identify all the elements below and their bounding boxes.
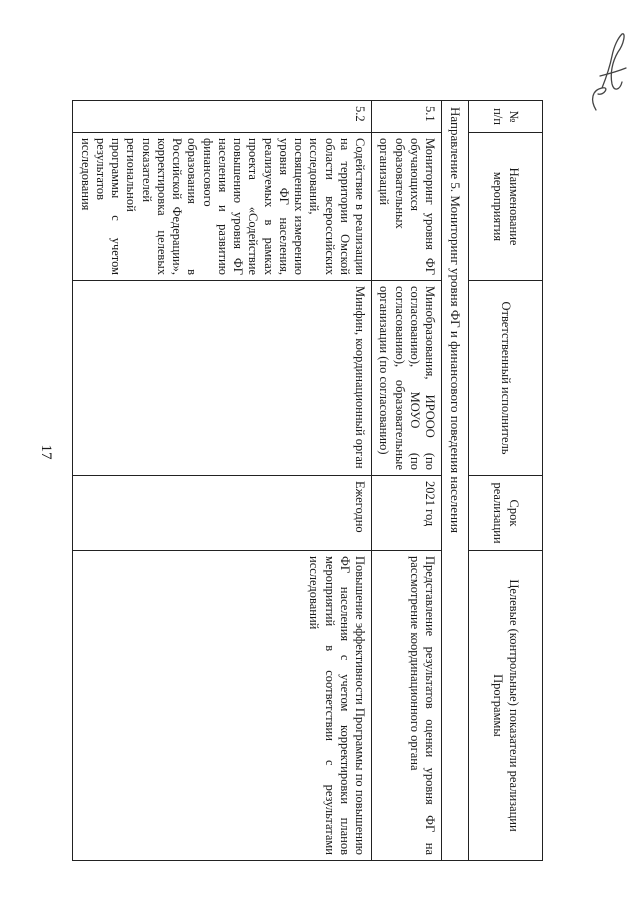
row-executor: Минфин, координационный орган (72, 281, 371, 476)
row-num: 5.2 (72, 101, 371, 133)
row-name: Мониторинг уровня ФГ обучающихся образовательных организаций (371, 133, 441, 281)
header-indicators: Целевые (контрольные) показатели реализации Программы (468, 551, 542, 861)
rotated-table-wrapper (73, 100, 543, 860)
row-term: 2021 год (371, 476, 441, 551)
measures-table (72, 100, 543, 861)
header-name: Наименование мероприятия (468, 133, 542, 281)
row-name: Содействие в реализации на территории Омской области всероссийских исследований, посвященных измерению уровня ФГ населения, реализуемых в рамках проекта «Содействие повышению уровня ФГ населения и развитию финансового образования в Российской Федерации», корректировка целевых показателей региональной программы с учетом результатов исследования (72, 133, 371, 281)
row-indicators: Представление результатов оценки уровня ФГ на рассмотрение координационного органа (371, 551, 441, 861)
signature-image (582, 30, 634, 112)
section-row (441, 101, 468, 861)
section-title: Направление 5. Мониторинг уровня ФГ и финансового поведения населения (441, 101, 468, 861)
header-executor: Ответственный исполнитель (468, 281, 542, 476)
table-header-row (468, 101, 542, 861)
page-number: 17 (38, 444, 55, 460)
row-term: Ежегодно (72, 476, 371, 551)
table-row (72, 101, 371, 861)
row-indicators: Повышение эффективности Программы по повышению ФГ населения с учетом корректировки планов мероприятий в соответствии с результатами исследований (72, 551, 371, 861)
header-term: Срок реализации (468, 476, 542, 551)
table-row (371, 101, 441, 861)
row-executor: Минобразования, ИРООО (по согласованию), МОУО (по согласованию), образовательные организации (по согласованию) (371, 281, 441, 476)
header-num: № п/п (468, 101, 542, 133)
row-num: 5.1 (371, 101, 441, 133)
